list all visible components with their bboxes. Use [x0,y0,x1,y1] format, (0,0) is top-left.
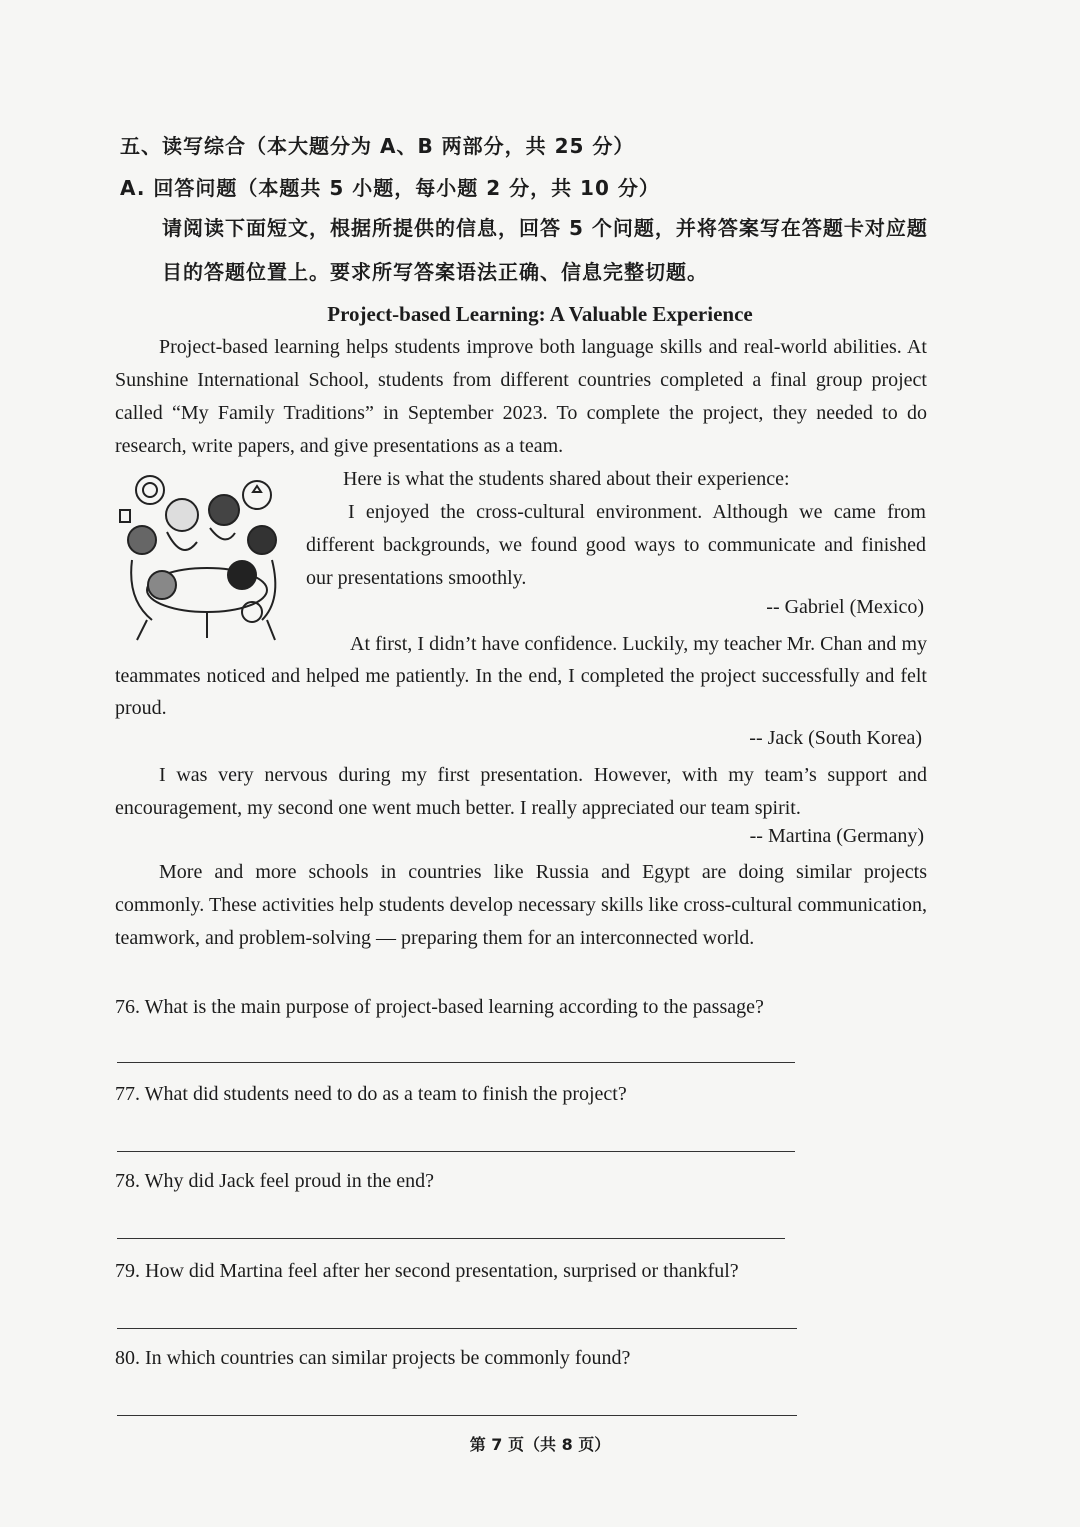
question-79: 79. How did Martina feel after her second presentation, surprised or thankful? [115,1260,739,1282]
jack-quote-block [115,628,927,724]
martina-signature: -- Martina (Germany) [749,825,924,847]
students-discussion-illustration [112,470,292,642]
passage-paragraph-1: Project-based learning helps students improve both language skills and real-world abilities. At Sunshine International School, students from different countries completed a final group project called “My Family Traditions” in September 2023. To complete the project, they needed to do research, write papers, and give presentations as a team. [115,336,927,457]
answer-line-77[interactable] [117,1151,795,1152]
question-76: 76. What is the main purpose of project-based learning according to the passage? [115,996,764,1018]
gabriel-signature: -- Gabriel (Mexico) [766,596,924,618]
page-footer: 第 7 页（共 8 页） [469,1435,611,1454]
part-a-title: A. 回答问题（本题共 5 小题，每小题 2 分，共 10 分） [120,176,660,200]
jack-quote: At first, I didn’t have confidence. Luckily, my teacher Mr. Chan and my teammates noticed and helped me patiently. In the end, I completed the project successfully and felt proud. [115,633,927,719]
answer-line-76[interactable] [117,1062,795,1063]
gabriel-quote: I enjoyed the cross-cultural environment. Although we came from different backgrounds, we found good ways to communicate and finished our presentations smoothly. [306,501,926,589]
answer-line-80[interactable] [117,1415,797,1416]
question-78: 78. Why did Jack feel proud in the end? [115,1170,434,1192]
answer-line-79[interactable] [117,1328,797,1329]
martina-quote: I was very nervous during my first presentation. However, with my team’s support and encouragement, my second one went much better. I really appreciated our team spirit. [115,764,927,819]
question-80: 80. In which countries can similar projects be commonly found? [115,1347,631,1369]
answer-line-78[interactable] [117,1238,785,1239]
instruction-line-2: 目的答题位置上。要求所写答案语法正确、信息完整切题。 [162,260,708,284]
passage-title: Project-based Learning: A Valuable Experience [327,302,753,326]
instruction-line-1: 请阅读下面短文，根据所提供的信息，回答 5 个问题，并将答案写在答题卡对应题 [162,216,928,240]
students-shared-intro: Here is what the students shared about their experience: [343,468,790,490]
jack-signature: -- Jack (South Korea) [749,727,922,749]
passage-final-paragraph: More and more schools in countries like Russia and Egypt are doing similar projects commonly. These activities help students develop necessary skills like cross-cultural communication, teamwork, and problem-solving — preparing them for an interconnected world. [115,861,927,949]
section-title: 五、读写综合（本大题分为 A、B 两部分，共 25 分） [120,134,635,158]
question-77: 77. What did students need to do as a team to finish the project? [115,1083,627,1105]
